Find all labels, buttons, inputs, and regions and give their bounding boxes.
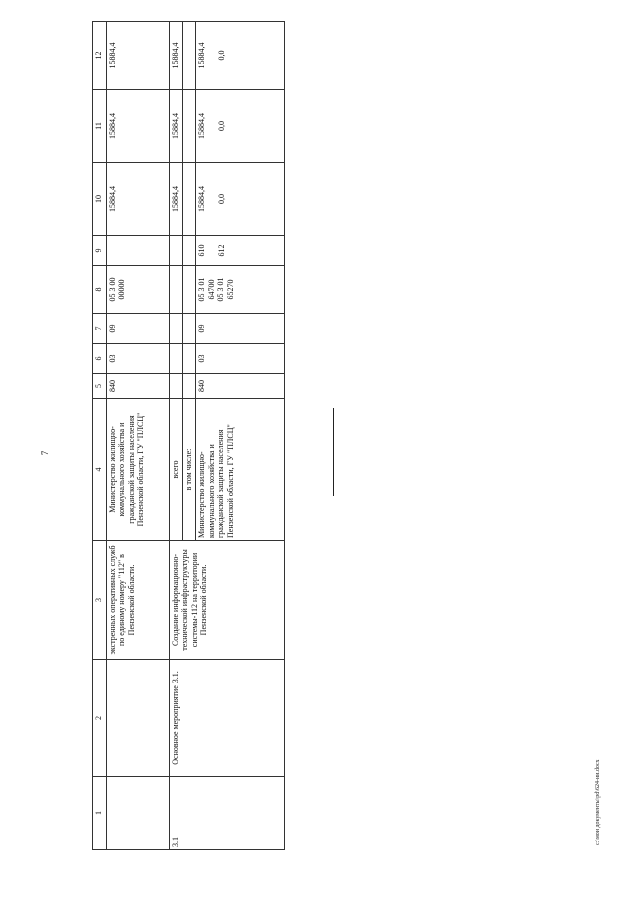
table-cell <box>106 777 169 850</box>
table-row <box>170 22 183 850</box>
header-cell: 6 <box>93 344 107 374</box>
subsection-code-cell: 09 <box>106 314 169 344</box>
header-cell: 2 <box>93 660 107 777</box>
table-cell <box>183 163 196 236</box>
header-cell: 10 <box>93 163 107 236</box>
target-code-cell <box>196 266 285 314</box>
section-code-cell: 03 <box>106 344 169 374</box>
table-cell <box>183 314 196 344</box>
amount-cell: 15884,4 <box>170 90 183 163</box>
amount-b: 0,0 <box>216 194 226 204</box>
measure-title-cell: экстренных оперативных служб по единому номеру "112" в Пензенской области. <box>106 541 169 660</box>
amount-cell: 15884,4 <box>106 90 169 163</box>
table-cell <box>183 236 196 266</box>
expense-type-cell <box>196 236 285 266</box>
including-label-cell: в том числе: <box>183 399 196 541</box>
header-cell: 8 <box>93 266 107 314</box>
table-cell <box>170 344 183 374</box>
expense-type-a: 610 <box>197 244 207 257</box>
total-label-cell: всего <box>170 399 183 541</box>
amount-a: 15884,4 <box>197 186 207 212</box>
item-number-cell: 3.1 <box>170 777 285 850</box>
measure-name-cell: Основное мероприятие 3.1. <box>170 660 285 777</box>
grbs-code-cell: 840 <box>196 374 285 399</box>
table-cell <box>183 90 196 163</box>
header-cell: 1 <box>93 777 107 850</box>
table-row <box>106 22 169 850</box>
rotated-table-container <box>92 22 285 850</box>
expense-type-cell <box>106 236 169 266</box>
header-cell: 5 <box>93 374 107 399</box>
amount-b: 0,0 <box>216 121 226 131</box>
table-cell <box>170 374 183 399</box>
table-cell <box>183 266 196 314</box>
separator-line <box>333 408 334 496</box>
executor-cell: Министерство жилищно-коммунального хозяйства и гражданской защиты населения Пензенской области, ГУ "ПЛСЦ" <box>106 399 169 541</box>
table-cell <box>183 22 196 90</box>
amount-cell: 15884,4 <box>170 163 183 236</box>
page-number: 7 <box>40 450 50 456</box>
amount-cell: 15884,4 <box>106 163 169 236</box>
header-cell: 7 <box>93 314 107 344</box>
header-cell: 3 <box>93 541 107 660</box>
header-row <box>93 22 107 850</box>
header-cell: 9 <box>93 236 107 266</box>
table-cell <box>106 660 169 777</box>
table-cell <box>170 266 183 314</box>
amount-cell <box>196 90 285 163</box>
table-cell <box>183 374 196 399</box>
footer-file-path: c:\мои документы\pd\624-ии.docx <box>595 759 601 845</box>
expense-type-b: 612 <box>216 244 226 257</box>
section-code-cell: 03 <box>196 344 285 374</box>
header-cell: 12 <box>93 22 107 90</box>
amount-cell <box>196 163 285 236</box>
amount-b: 0,0 <box>216 50 226 61</box>
executor-cell: Министерство жилищно-коммунального хозяйства и гражданской защиты населения Пензенской области, ГУ "ПЛСЦ" <box>196 399 285 541</box>
table-cell <box>183 344 196 374</box>
header-cell: 4 <box>93 399 107 541</box>
table-cell <box>170 314 183 344</box>
amount-cell <box>196 22 285 90</box>
subsection-code-cell: 09 <box>196 314 285 344</box>
grbs-code-cell: 840 <box>106 374 169 399</box>
program-table <box>92 21 285 850</box>
amount-a: 15884,4 <box>197 42 207 69</box>
table-cell <box>170 236 183 266</box>
measure-title-cell: Создание информационно-технической инфраструктуры системы-112 на территории Пензенской области. <box>170 541 285 660</box>
amount-cell: 15884,4 <box>106 22 169 90</box>
target-code-a: 05 3 01 64700 <box>197 277 216 302</box>
amount-a: 15884,4 <box>197 113 207 139</box>
header-cell: 11 <box>93 90 107 163</box>
target-code-b: 05 3 01 65270 <box>216 277 235 302</box>
target-code-cell: 05 3 00 00000 <box>106 266 169 314</box>
amount-cell: 15884,4 <box>170 22 183 90</box>
